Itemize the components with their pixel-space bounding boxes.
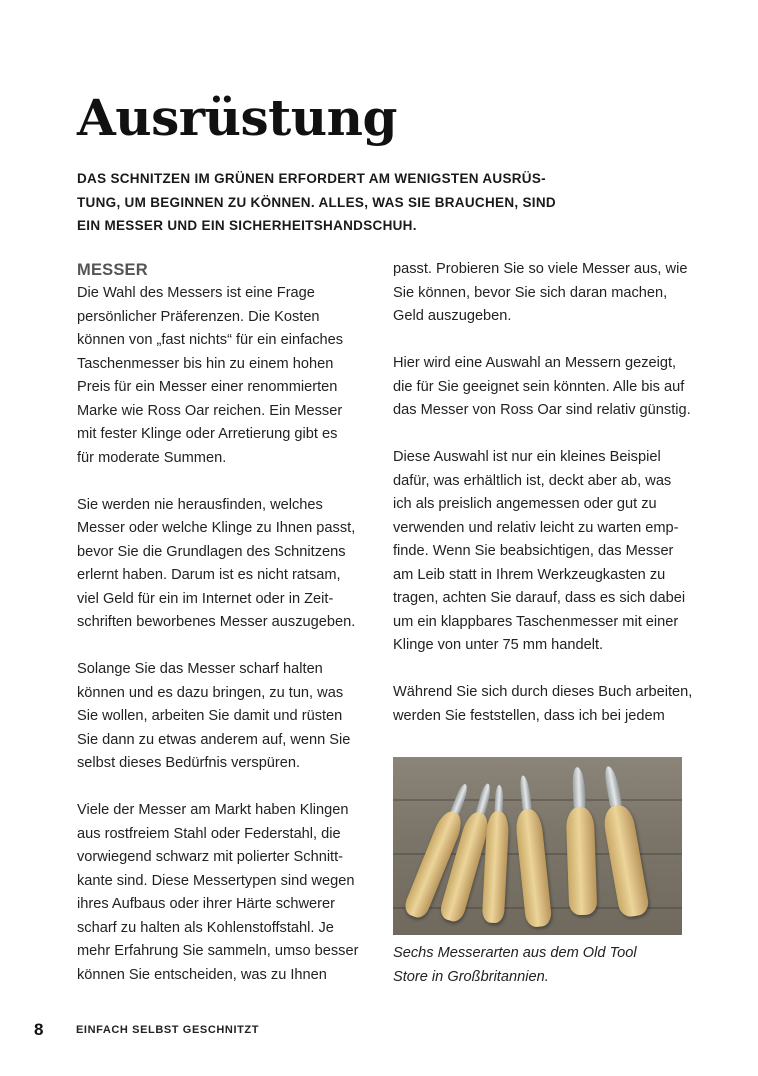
- body-line: am Leib statt in Ihrem Werkzeugkasten zu: [393, 566, 666, 583]
- left-paragraphs: [77, 282, 382, 987]
- lead-line: EIN MESSER UND EIN SICHERHEITSHANDSCHUH.: [77, 218, 417, 233]
- body-line: vorwiegend schwarz mit polierter Schnitt-: [77, 849, 344, 865]
- body-line: ihres Aufbaus oder ihrer Härte schwerer: [77, 896, 335, 912]
- lead-line: TUNG, UM BEGINNEN ZU KÖNNEN. ALLES, WAS SIE BRAUCHEN, SIND: [77, 194, 556, 210]
- body-line: Während Sie sich durch dieses Buch arbeiten,: [393, 684, 693, 700]
- body-line: selbst dieses Bedürfnis verspüren.: [77, 755, 301, 771]
- body-paragraph: [77, 799, 382, 987]
- knives-photo: [393, 757, 682, 935]
- lead-paragraph: [77, 167, 577, 238]
- page-title: Ausrüstung: [77, 88, 397, 147]
- body-paragraph: [77, 282, 382, 470]
- body-line: können von „fast nichts“ für ein einfaches: [77, 332, 344, 348]
- body-line: können und es dazu bringen, zu tun, was: [77, 684, 344, 701]
- body-line: mehr Erfahrung Sie sammeln, umso besser: [77, 943, 359, 959]
- body-line: Hier wird eine Auswahl an Messern gezeigt,: [393, 355, 677, 371]
- right-paragraphs: [393, 258, 698, 728]
- body-paragraph: [393, 352, 698, 423]
- body-line: kante sind. Diese Messertypen sind wegen: [77, 872, 355, 889]
- body-line: Marke wie Ross Oar reichen. Ein Messer: [77, 402, 343, 419]
- running-title: EINFACH SELBST GESCHNITZT: [76, 1024, 260, 1036]
- body-line: Klinge von unter 75 mm handelt.: [393, 637, 604, 653]
- body-line: schriften beworbenes Messer auszugeben.: [77, 614, 356, 630]
- body-line: verwenden und relativ leicht zu warten emp-: [393, 519, 679, 536]
- body-line: tragen, achten Sie darauf, dass es sich dabei: [393, 590, 686, 606]
- page-number: 8: [34, 1020, 44, 1039]
- body-line: Die Wahl des Messers ist eine Frage: [77, 285, 315, 301]
- body-line: Sie wollen, arbeiten Sie damit und rüsten: [77, 708, 343, 724]
- body-line: um ein klappbares Taschenmesser mit einer: [393, 613, 679, 630]
- body-paragraph: [393, 258, 698, 329]
- body-line: Diese Auswahl ist nur ein kleines Beispiel: [393, 449, 661, 465]
- body-line: Messer oder welche Klinge zu Ihnen passt,: [77, 520, 356, 536]
- body-line: Solange Sie das Messer scharf halten: [77, 661, 323, 677]
- left-column: [77, 258, 382, 1011]
- body-line: persönlicher Präferenzen. Die Kosten: [77, 308, 320, 325]
- body-line: das Messer von Ross Oar sind relativ günstig.: [393, 402, 691, 418]
- body-line: passt. Probieren Sie so viele Messer aus, wie: [393, 261, 688, 277]
- body-line: Geld auszugeben.: [393, 308, 512, 324]
- body-line: Sie werden nie herausfinden, welches: [77, 496, 323, 513]
- body-paragraph: [393, 681, 698, 728]
- body-line: für moderate Summen.: [77, 449, 227, 466]
- body-line: erlernt haben. Darum ist es nicht ratsam,: [77, 567, 341, 583]
- body-line: bevor Sie die Grundlagen des Schnitzens: [77, 543, 346, 560]
- body-line: mit fester Klinge oder Arretierung gibt es: [77, 426, 338, 442]
- lead-line: DAS SCHNITZEN IM GRÜNEN ERFORDERT AM WENIGSTEN AUSRÜS-: [77, 171, 546, 186]
- section-heading: MESSER: [77, 261, 148, 279]
- body-line: Preis für ein Messer einer renommierten: [77, 379, 338, 395]
- body-line: finde. Wenn Sie beabsichtigen, das Messer: [393, 543, 674, 559]
- body-paragraph: [393, 446, 698, 658]
- body-line: ich als preislich angemessen oder gut zu: [393, 496, 657, 512]
- body-line: scharf zu halten als Kohlenstoffstahl. Je: [77, 919, 334, 936]
- body-line: viel Geld für ein im Internet oder in Zeit-: [77, 590, 334, 607]
- body-line: Sie dann zu etwas anderem auf, wenn Sie: [77, 731, 351, 748]
- body-line: aus rostfreiem Stahl oder Federstahl, die: [77, 825, 341, 842]
- right-column: [393, 258, 698, 752]
- body-line: die für Sie geeignet sein könnten. Alle bis auf: [393, 378, 685, 395]
- body-line: Viele der Messer am Markt haben Klingen: [77, 802, 349, 818]
- body-line: Taschenmesser bis hin zu einem hohen: [77, 355, 334, 372]
- body-line: dafür, was erhältlich ist, deckt aber ab, was: [393, 472, 672, 489]
- body-line: können Sie entscheiden, was zu Ihnen: [77, 966, 327, 983]
- body-paragraph: [77, 658, 382, 776]
- body-line: werden Sie feststellen, dass ich bei jedem: [393, 707, 665, 724]
- caption-line: Store in Großbritannien.: [393, 968, 549, 985]
- body-line: Sie können, bevor Sie sich daran machen,: [393, 284, 668, 301]
- page-footer: [34, 1020, 259, 1040]
- caption-line: Sechs Messerarten aus dem Old Tool: [393, 945, 637, 961]
- photo-caption: [393, 942, 693, 989]
- body-paragraph: [77, 494, 382, 635]
